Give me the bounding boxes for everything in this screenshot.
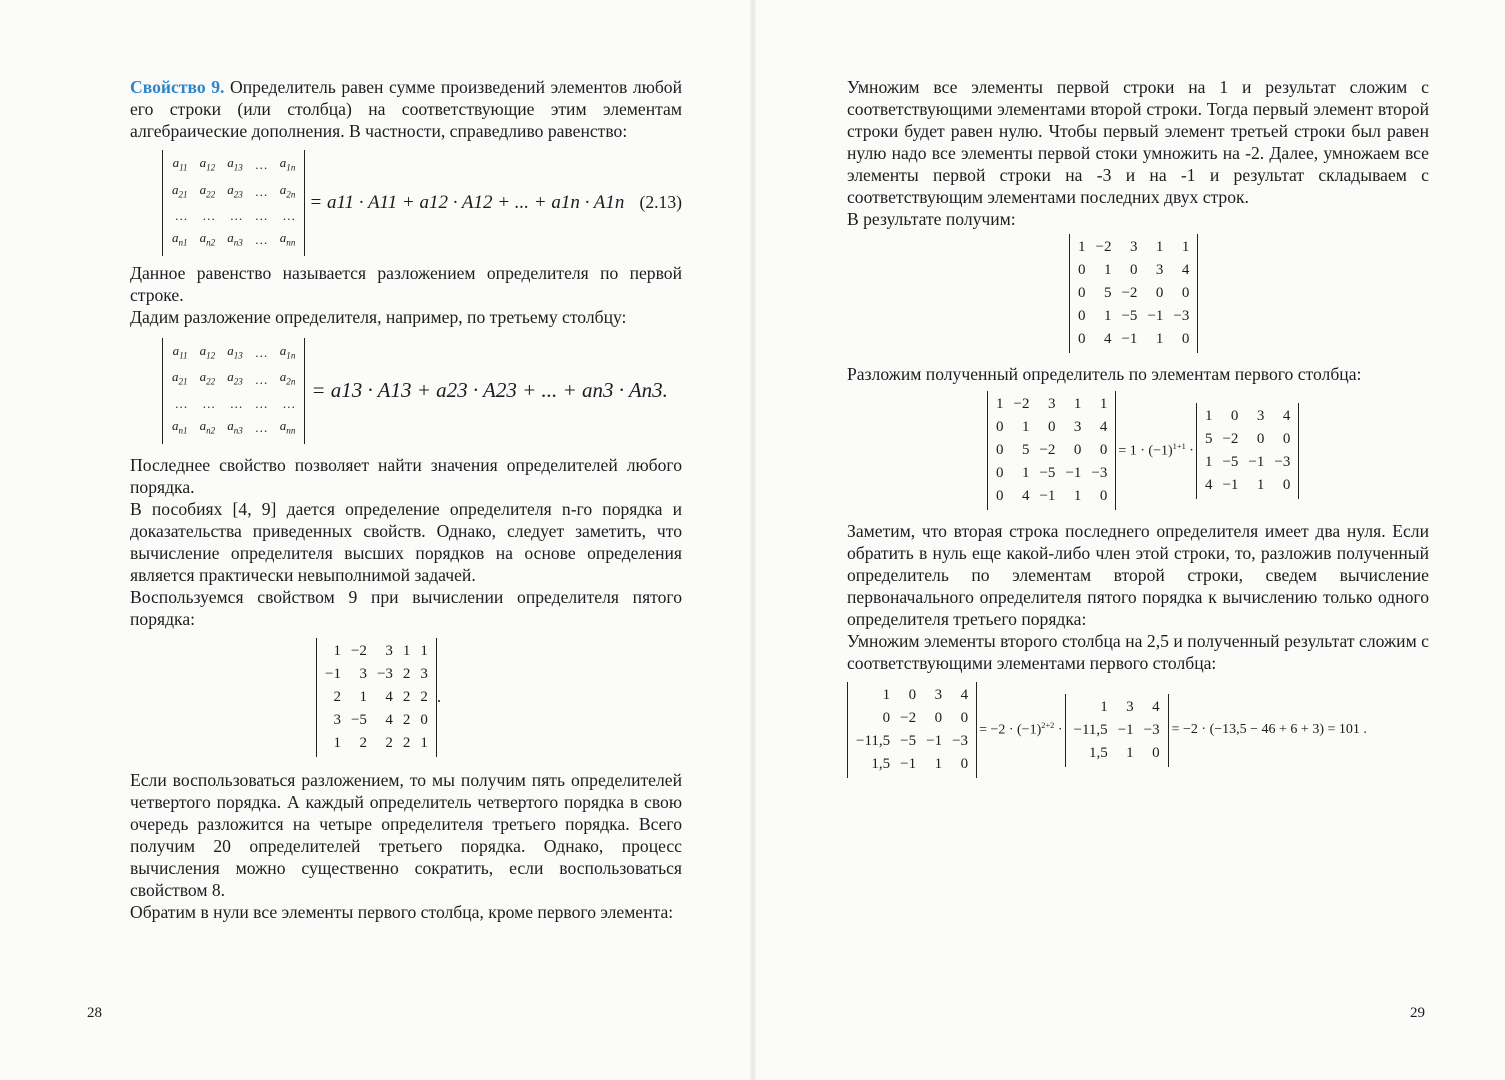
matrix-cell: −5 <box>1039 465 1056 481</box>
matrix-cell: 0 <box>1256 430 1265 447</box>
matrix-row <box>166 366 301 393</box>
matrix-cell: 0 <box>1230 407 1239 424</box>
matrix-cell: 1 <box>1126 744 1134 761</box>
cofactor-factor-2-exponent: 2+2 <box>1041 721 1055 731</box>
matrix-cell: 3 <box>1256 407 1265 424</box>
matrix-cell: … <box>254 345 268 361</box>
matrix-cell: −1 <box>1065 465 1082 481</box>
matrix-cell: 4 <box>1152 698 1160 715</box>
matrix-cell: 1,5 <box>871 756 891 772</box>
matrix-row <box>320 640 433 663</box>
cofactor-factor-2-text: = −2 · (−1) <box>979 722 1042 738</box>
matrix-cell: 1 <box>1103 262 1112 278</box>
final-result: = −2 · (−13,5 − 46 + 6 + 3) = 101 . <box>1171 722 1367 737</box>
matrix-row <box>1200 428 1295 451</box>
matrix-row <box>991 485 1112 508</box>
matrix-cell: 1 <box>1078 239 1086 255</box>
matrix-cell: $a_{n1}$ <box>172 417 188 436</box>
matrix-cell: 0 <box>1282 476 1291 493</box>
matrix-cell: 0 <box>420 711 428 728</box>
matrix-row <box>851 707 973 730</box>
matrix-cell: 3 <box>1155 262 1164 278</box>
matrix-cell: 2 <box>402 734 411 751</box>
matrix-cell: … <box>254 183 268 199</box>
cofactor-factor-2 <box>979 721 1062 739</box>
paragraph-expansion-count: Если воспользоваться разложением, то мы получим пять определителей четвертого порядка. А каждый определитель четвертого порядка в свою очередь разложится на четыре определителя третьего порядка. Всего получим 20 определителей третьего порядка. Однако, процесс вычисления можно существенно сократить, если воспользоваться свойством 8. <box>130 769 682 900</box>
matrix-cell: $a_{n2}$ <box>199 230 216 248</box>
matrix-cell: 3 <box>1073 419 1082 435</box>
matrix-cell: $a_{13}$ <box>227 342 243 361</box>
matrix-cell: −2 <box>1222 430 1239 447</box>
matrix-row <box>320 686 433 709</box>
matrix-cell: 3 <box>1129 239 1138 255</box>
matrix-row <box>1073 236 1194 259</box>
matrix-cell: 0 <box>1073 442 1082 458</box>
matrix-row <box>1073 282 1194 305</box>
matrix-cell: −2 <box>1039 442 1056 458</box>
matrix-cell: $a_{n3}$ <box>227 417 243 436</box>
matrix-row <box>166 227 301 254</box>
matrix-cell: 3 <box>420 665 428 682</box>
matrix-row <box>1069 742 1165 765</box>
right-page <box>752 0 1505 1080</box>
matrix-row <box>1073 259 1194 282</box>
matrix-cell: $a_{22}$ <box>199 181 216 200</box>
paragraph-third-column: Дадим разложение определителя, например, по третьему столбцу: <box>130 306 627 327</box>
matrix-cell: 0 <box>1078 285 1086 301</box>
matrix-cell: $a_{11}$ <box>172 155 188 173</box>
matrix-row <box>1069 719 1165 742</box>
matrix-cell: … <box>229 208 243 224</box>
paragraph-references: В пособиях [4, 9] дается определение определителя n-го порядка и доказательства приведенных свойств. Однако, следует заметить, что вычисление определителя высших порядков на основе определения является практически невыполнимой задачей. <box>130 498 682 585</box>
matrix-cell: 0 <box>996 419 1004 435</box>
right-column <box>847 76 1429 778</box>
matrix-cell: … <box>282 208 296 224</box>
matrix-cell: … <box>254 232 268 248</box>
matrix-cell: −2 <box>900 710 917 726</box>
matrix-cell: 0 <box>1047 419 1056 435</box>
matrix-cell: −11,5 <box>856 733 891 749</box>
matrix-cell: −5 <box>1222 453 1239 470</box>
paragraph-expansion-row: Данное равенство называется разложением определителя по первой строке. <box>130 262 682 305</box>
matrix-cell: 1 <box>1021 419 1030 435</box>
matrix-cell: 2 <box>420 688 428 705</box>
matrix-cell: 1 <box>1021 465 1030 481</box>
matrix-cell: 0 <box>1078 331 1086 347</box>
property-9-heading: Свойство 9. <box>130 77 225 97</box>
equation-number: (2.13) <box>639 192 682 213</box>
matrix-row <box>1200 474 1295 497</box>
page-number-right: 29 <box>1410 1005 1425 1021</box>
matrix-cell: $a_{n2}$ <box>199 417 216 436</box>
matrix-cell: −3 <box>952 733 969 749</box>
matrix-cell: −3 <box>1091 465 1108 481</box>
matrix-row <box>1200 451 1295 474</box>
equation-final <box>847 682 1429 778</box>
matrix-cell: $a_{23}$ <box>227 369 243 387</box>
matrix-cell: −3 <box>1173 308 1190 324</box>
matrix-cell: $a_{nn}$ <box>279 230 296 248</box>
matrix-row <box>1069 696 1165 719</box>
paragraph-fifth-order: Воспользуемся свойством 9 при вычислении определителя пятого порядка: <box>130 586 682 629</box>
matrix-cell: $a_{21}$ <box>172 369 188 387</box>
matrix-cell: −2 <box>1121 285 1138 301</box>
matrix-cell: −1 <box>926 733 943 749</box>
matrix-cell: 1 <box>1099 396 1108 412</box>
matrix-cell: 1 <box>1155 331 1164 347</box>
matrix-cell: $a_{n1}$ <box>172 230 188 248</box>
matrix-cell: … <box>254 371 268 387</box>
matrix-cell: 0 <box>1181 285 1190 301</box>
matrix-cell: 0 <box>1155 285 1164 301</box>
matrix-cell: 1 <box>402 642 411 659</box>
matrix-cell: 3 <box>385 642 393 659</box>
matrix-cell: 4 <box>1099 419 1108 435</box>
matrix-cell: 1 <box>333 642 341 659</box>
matrix-cell: 4 <box>385 688 393 705</box>
property-9-paragraph <box>130 76 682 142</box>
matrix-cell: −3 <box>376 665 393 682</box>
matrix-cell: 0 <box>1099 442 1108 458</box>
matrix-cell: 0 <box>1078 262 1086 278</box>
matrix-cell: 0 <box>882 710 891 726</box>
left-page <box>0 0 752 1080</box>
matrix-cell: 0 <box>996 442 1004 458</box>
matrix-cell: … <box>254 208 268 224</box>
matrix-cell: −2 <box>1013 396 1030 412</box>
matrix-cell: 0 <box>996 488 1004 504</box>
matrix-cell: 0 <box>934 710 943 726</box>
matrix-cell: −1 <box>1121 331 1138 347</box>
matrix-cell: … <box>202 395 216 411</box>
matrix-cell: 2 <box>402 688 411 705</box>
matrix-cell: 0 <box>908 687 917 703</box>
cofactor-factor-2-dot: · <box>1057 722 1063 738</box>
matrix-cell: 0 <box>1152 744 1160 761</box>
paragraph-result: В результате получим: <box>847 209 1016 229</box>
matrix-cell: 1 <box>359 688 367 705</box>
matrix-cell: 4 <box>1021 488 1030 504</box>
matrix-row <box>166 152 301 179</box>
paragraph-expand-first-column: Разложим полученный определитель по элементам первого столбца: <box>847 364 1362 384</box>
matrix-cell: 1,5 <box>1088 744 1108 761</box>
matrix-row <box>166 340 301 367</box>
determinant-fifth-order <box>316 638 437 757</box>
matrix-cell: 2 <box>333 688 341 705</box>
matrix-cell: −1 <box>900 756 917 772</box>
matrix-cell: 3 <box>1047 396 1056 412</box>
matrix-row <box>991 416 1112 439</box>
matrix-row <box>320 709 433 732</box>
matrix-cell: $a_{1n}$ <box>279 155 296 173</box>
matrix-row <box>1073 305 1194 328</box>
matrix-cell: 1 <box>1204 453 1213 470</box>
matrix-cell: −3 <box>1143 721 1160 738</box>
property-9-text: Определитель равен сумме произведений элементов любой его строки (или столбца) на соответствующие этим элементам алгебраические дополнения. В частности, справедливо равенство: <box>130 77 683 141</box>
matrix-row <box>991 439 1112 462</box>
matrix-cell: 3 <box>1126 698 1134 715</box>
matrix-row <box>991 393 1112 416</box>
matrix-cell: $a_{21}$ <box>172 181 188 200</box>
matrix-cell: −5 <box>900 733 917 749</box>
equation-2-13 <box>162 150 682 256</box>
matrix-cell: 1 <box>996 396 1004 412</box>
determinant-general-1 <box>162 150 305 256</box>
determinant-result <box>1069 234 1198 353</box>
matrix-cell: 4 <box>1282 407 1291 424</box>
matrix-cell: … <box>282 395 296 411</box>
determinant-period: . <box>436 687 442 707</box>
matrix-cell: 3 <box>333 711 341 728</box>
matrix-row <box>991 462 1112 485</box>
determinant-third-order <box>1065 694 1169 767</box>
matrix-row <box>166 415 301 442</box>
page-number-left: 28 <box>87 1005 102 1021</box>
matrix-cell: $a_{13}$ <box>227 155 243 173</box>
matrix-cell: 2 <box>385 734 393 751</box>
cofactor-factor-1-exponent: 1+1 <box>1172 441 1186 451</box>
matrix-cell: −3 <box>1274 453 1291 470</box>
matrix-cell: 1 <box>882 687 891 703</box>
matrix-cell: 0 <box>960 710 969 726</box>
matrix-row <box>320 732 433 755</box>
matrix-cell: −1 <box>325 665 341 682</box>
matrix-cell: $a_{11}$ <box>172 342 188 361</box>
matrix-cell: 1 <box>1100 698 1108 715</box>
matrix-cell: 1 <box>1204 407 1213 424</box>
matrix-cell: 1 <box>1103 308 1112 324</box>
matrix-cell: 0 <box>1099 488 1108 504</box>
matrix-cell: $a_{23}$ <box>227 181 243 200</box>
matrix-cell: … <box>202 208 216 224</box>
matrix-cell: −5 <box>1121 308 1138 324</box>
matrix-cell: 0 <box>1129 262 1138 278</box>
matrix-cell: 4 <box>1103 331 1112 347</box>
matrix-cell: 3 <box>934 687 943 703</box>
matrix-cell: 1 <box>420 642 428 659</box>
matrix-row <box>320 663 433 686</box>
equation-third-column <box>162 338 682 444</box>
matrix-cell: 0 <box>1181 331 1190 347</box>
matrix-cell: … <box>254 420 268 436</box>
matrix-cell: 1 <box>1073 396 1082 412</box>
matrix-cell: −11,5 <box>1073 721 1108 738</box>
paragraph-row-operations: Умножим все элементы первой строки на 1 и результат сложим с соответствующими элементами второй строки. Тогда первый элемент второй строки будет равен нулю. Чтобы первый элемент третьей строки был равен нулю надо все элементы первой стоки умножить на -2. Далее, умножаем все элементы первой строки на -3 и на -1 и результат складываем с соответствующим элементами последних двух строк. <box>847 77 1429 207</box>
matrix-cell: 2 <box>402 711 411 728</box>
determinant-general-2 <box>162 338 305 444</box>
cofactor-factor-1-text: = 1 · (−1) <box>1118 443 1173 459</box>
matrix-cell: … <box>174 208 188 224</box>
matrix-row <box>166 393 301 415</box>
matrix-cell: $a_{12}$ <box>199 342 216 361</box>
matrix-row <box>1073 328 1194 351</box>
equation-third-column-rhs: = a13 · A13 + a23 · A23 + ... + an3 · An3. <box>311 378 668 403</box>
matrix-cell: −1 <box>1222 476 1239 493</box>
matrix-cell: … <box>174 395 188 411</box>
equation-2-13-rhs: = a11 · A11 + a12 · A12 + ... + a1n · A1n <box>309 191 625 213</box>
determinant-before-expansion <box>987 391 1116 510</box>
matrix-cell: 4 <box>960 687 969 703</box>
matrix-cell: 1 <box>1256 476 1265 493</box>
matrix-row <box>851 730 973 753</box>
matrix-cell: 4 <box>385 711 393 728</box>
matrix-cell: 3 <box>359 665 367 682</box>
paragraph-zero-column: Обратим в нули все элементы первого столбца, кроме первого элемента: <box>130 901 674 922</box>
matrix-cell: $a_{n3}$ <box>227 230 243 248</box>
matrix-cell: 0 <box>960 756 969 772</box>
matrix-cell: $a_{nn}$ <box>279 417 296 436</box>
matrix-cell: −1 <box>1147 308 1164 324</box>
matrix-cell: $a_{2n}$ <box>279 181 296 200</box>
matrix-cell: $a_{1n}$ <box>279 342 296 361</box>
matrix-cell: 0 <box>1282 430 1291 447</box>
matrix-cell: 4 <box>1204 476 1213 493</box>
matrix-cell: 5 <box>1204 430 1213 447</box>
matrix-row <box>851 753 973 776</box>
matrix-cell: … <box>229 395 243 411</box>
matrix-cell: 0 <box>996 465 1004 481</box>
equation-first-column-expansion <box>987 391 1429 510</box>
determinant-modified <box>847 682 977 778</box>
determinant-fourth-order <box>1196 403 1299 499</box>
matrix-cell: 1 <box>1155 239 1164 255</box>
matrix-cell: 1 <box>1073 488 1082 504</box>
matrix-cell: … <box>254 395 268 411</box>
matrix-row <box>1200 405 1295 428</box>
matrix-row <box>166 179 301 206</box>
matrix-cell: $a_{2n}$ <box>279 369 296 387</box>
matrix-cell: −2 <box>350 642 367 659</box>
matrix-cell: 4 <box>1181 262 1190 278</box>
matrix-cell: 1 <box>420 734 428 751</box>
matrix-row <box>166 205 301 227</box>
matrix-cell: $a_{12}$ <box>199 155 216 173</box>
matrix-cell: 1 <box>934 756 943 772</box>
matrix-cell: −1 <box>1039 488 1056 504</box>
matrix-cell: $a_{22}$ <box>199 369 216 387</box>
matrix-cell: −5 <box>350 711 367 728</box>
matrix-cell: 2 <box>359 734 367 751</box>
matrix-cell: −1 <box>1248 453 1265 470</box>
determinant-fifth-order-block <box>316 638 682 757</box>
paragraph-multiply-column: Умножим элементы второго столбца на 2,5 и полученный результат сложим с соответствующими элементами первого столбца: <box>847 631 1429 673</box>
matrix-cell: 2 <box>402 665 411 682</box>
matrix-row <box>851 684 973 707</box>
paragraph-last-property: Последнее свойство позволяет найти значения определителей любого порядка. <box>130 454 682 497</box>
matrix-cell: 5 <box>1021 442 1030 458</box>
cofactor-factor-1 <box>1118 442 1194 460</box>
matrix-cell: 1 <box>333 734 341 751</box>
matrix-cell: 5 <box>1103 285 1112 301</box>
left-column <box>130 76 682 923</box>
matrix-cell: 1 <box>1181 239 1190 255</box>
matrix-cell: −2 <box>1095 239 1112 255</box>
matrix-cell: −1 <box>1117 721 1134 738</box>
paragraph-two-zeros: Заметим, что вторая строка последнего определителя имеет два нуля. Если обратить в нуль еще какой-либо член этой строки, то, разложив полученный определитель по элементам второй строки, сведем вычисление первоначального определителя пятого порядка к вычислению только одного определителя третьего порядка: <box>847 521 1429 629</box>
determinant-result-block <box>1069 234 1429 353</box>
matrix-cell: 0 <box>1078 308 1086 324</box>
cofactor-factor-1-dot: · <box>1189 443 1194 459</box>
matrix-cell: … <box>254 157 268 173</box>
